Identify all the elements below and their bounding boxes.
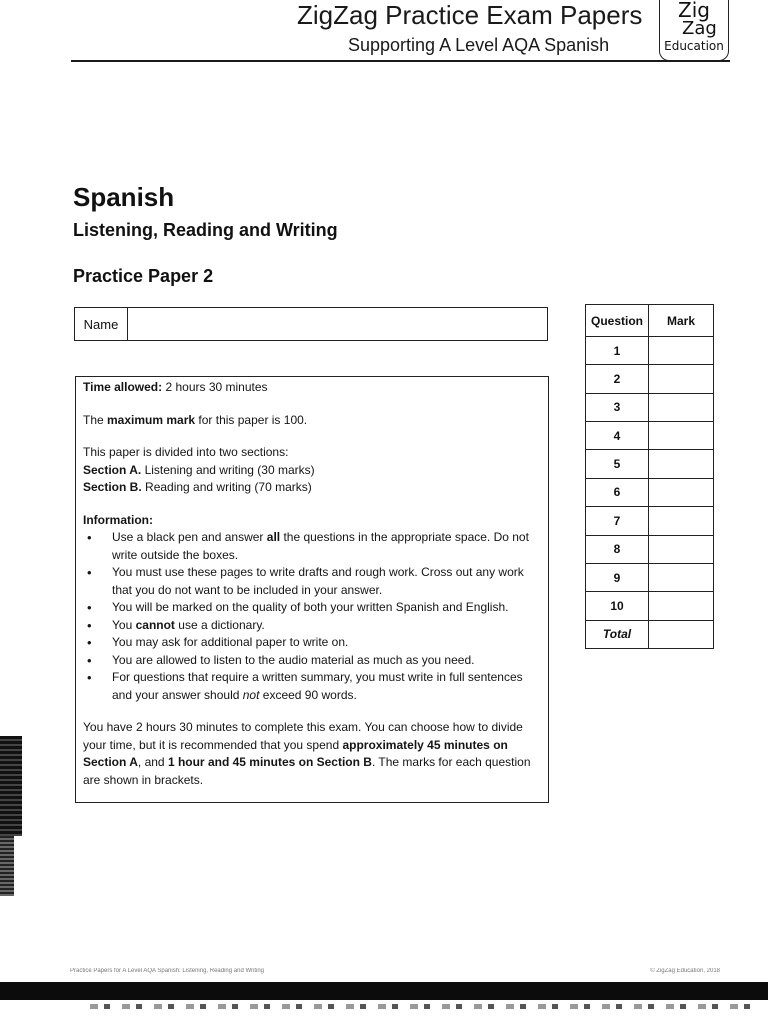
name-label: Name bbox=[75, 308, 128, 340]
bullet-text: You are allowed to listen to the audio material as much as you need. bbox=[112, 652, 475, 667]
scan-artifact-noise bbox=[90, 1004, 750, 1009]
question-header: Question bbox=[586, 305, 649, 337]
question-number: 3 bbox=[586, 393, 649, 421]
question-number: 5 bbox=[586, 450, 649, 478]
table-row bbox=[586, 365, 714, 393]
total-row bbox=[586, 620, 714, 648]
question-number: 4 bbox=[586, 422, 649, 450]
list-item bbox=[83, 599, 542, 617]
mark-cell[interactable] bbox=[649, 507, 714, 535]
question-number: 9 bbox=[586, 563, 649, 591]
total-label: Total bbox=[586, 620, 649, 648]
subject-title: Spanish bbox=[73, 182, 175, 212]
bullet-text: You must use these pages to write drafts and rough work. Cross out any work that you do not want to be included in your answer. bbox=[112, 565, 524, 597]
mark-cell[interactable] bbox=[649, 393, 714, 421]
total-mark-cell[interactable] bbox=[649, 620, 714, 648]
mark-header: Mark bbox=[649, 305, 714, 337]
question-number: 2 bbox=[586, 365, 649, 393]
table-row bbox=[586, 422, 714, 450]
bullet-text: For questions that require a written summary, you must write in full sentences and your answer should bbox=[112, 670, 523, 702]
information-label bbox=[83, 512, 542, 530]
closing-text: , and bbox=[137, 755, 168, 769]
logo-line-2: Zag bbox=[682, 18, 717, 39]
table-row bbox=[586, 450, 714, 478]
mark-cell[interactable] bbox=[649, 563, 714, 591]
logo-line-3: Education bbox=[664, 39, 724, 53]
paper-title: Practice Paper 2 bbox=[73, 266, 214, 286]
list-item bbox=[83, 634, 542, 652]
components-title: Listening, Reading and Writing bbox=[73, 220, 338, 240]
max-mark-line bbox=[83, 412, 542, 430]
list-item bbox=[83, 529, 542, 564]
closing-text: You have 2 hours 30 minutes to complete this exam. You can choose how to divide your time, but it is recommended that you spend bbox=[83, 720, 523, 752]
list-item bbox=[83, 564, 542, 599]
table-row bbox=[586, 592, 714, 620]
bullet-text: use a dictionary. bbox=[174, 617, 265, 632]
question-number: 1 bbox=[586, 337, 649, 365]
section-b-text: Reading and writing (70 marks) bbox=[141, 480, 312, 494]
scan-artifact-bar bbox=[0, 982, 768, 1000]
sections-intro: This paper is divided into two sections: bbox=[83, 445, 289, 459]
section-b-line bbox=[83, 479, 542, 497]
question-number: 6 bbox=[586, 478, 649, 506]
list-item bbox=[83, 652, 542, 670]
mark-cell[interactable] bbox=[649, 535, 714, 563]
mark-cell[interactable] bbox=[649, 478, 714, 506]
mark-cell[interactable] bbox=[649, 592, 714, 620]
table-row bbox=[586, 478, 714, 506]
bullet-text: the questions in the appropriate space. Do not write outside the boxes. bbox=[112, 530, 529, 562]
table-row bbox=[586, 563, 714, 591]
question-number: 7 bbox=[586, 507, 649, 535]
closing-bold: approximately 45 minutes on Section A bbox=[83, 737, 508, 769]
instructions-box bbox=[75, 376, 549, 803]
closing-paragraph bbox=[83, 719, 542, 789]
max-mark-bold: maximum mark bbox=[107, 412, 196, 427]
section-a-line bbox=[83, 462, 542, 480]
list-item bbox=[83, 669, 542, 704]
zigzag-logo bbox=[659, 0, 729, 61]
mark-cell[interactable] bbox=[649, 337, 714, 365]
time-value: 2 hours 30 minutes bbox=[162, 380, 268, 394]
mark-cell[interactable] bbox=[649, 450, 714, 478]
time-label: Time allowed: bbox=[83, 380, 163, 394]
bullet-text: You will be marked on the quality of both your written Spanish and English. bbox=[112, 600, 509, 614]
question-number: 8 bbox=[586, 535, 649, 563]
name-box bbox=[74, 307, 548, 341]
table-row bbox=[586, 507, 714, 535]
footer-left: Practice Papers for A Level AQA Spanish: Listening, Reading and Writing bbox=[70, 968, 265, 974]
bullet-text: You bbox=[112, 617, 136, 632]
section-a-text: Listening and writing (30 marks) bbox=[141, 462, 315, 477]
bullet-bold: cannot bbox=[135, 617, 175, 632]
mark-cell[interactable] bbox=[649, 365, 714, 393]
header-subtitle: Supporting A Level AQA Spanish bbox=[348, 35, 610, 55]
closing-text: . The marks for each question are shown in brackets. bbox=[83, 755, 531, 787]
scan-artifact-left-2 bbox=[0, 836, 14, 896]
table-header-row bbox=[586, 305, 714, 337]
time-allowed bbox=[83, 379, 542, 397]
information-heading: Information: bbox=[83, 512, 153, 527]
bullet-italic: not bbox=[242, 687, 260, 702]
closing-bold: 1 hour and 45 minutes on Section B bbox=[167, 755, 372, 769]
footer-right: © ZigZag Education, 2018 bbox=[650, 968, 720, 974]
max-mark-pre: The bbox=[83, 412, 108, 427]
bullet-bold: all bbox=[266, 530, 281, 544]
header-title: ZigZag Practice Exam Papers bbox=[297, 0, 643, 30]
scan-artifact-left bbox=[0, 736, 22, 836]
section-a-label: Section A. bbox=[83, 462, 142, 477]
information-list bbox=[83, 529, 542, 704]
marks-table bbox=[585, 304, 714, 649]
table-row bbox=[586, 393, 714, 421]
question-number: 10 bbox=[586, 592, 649, 620]
logo-line-1: Zig bbox=[678, 0, 710, 22]
name-field[interactable] bbox=[128, 308, 547, 340]
section-b-label: Section B. bbox=[83, 480, 142, 494]
bullet-text: You may ask for additional paper to write on. bbox=[112, 635, 349, 649]
list-item bbox=[83, 617, 542, 635]
header-divider bbox=[71, 60, 730, 62]
table-row bbox=[586, 535, 714, 563]
max-mark-post: for this paper is 100. bbox=[195, 412, 308, 427]
mark-cell[interactable] bbox=[649, 422, 714, 450]
footer-text bbox=[70, 968, 720, 975]
bullet-text: exceed 90 words. bbox=[259, 687, 357, 702]
table-row bbox=[586, 337, 714, 365]
bullet-text: Use a black pen and answer bbox=[112, 530, 267, 544]
